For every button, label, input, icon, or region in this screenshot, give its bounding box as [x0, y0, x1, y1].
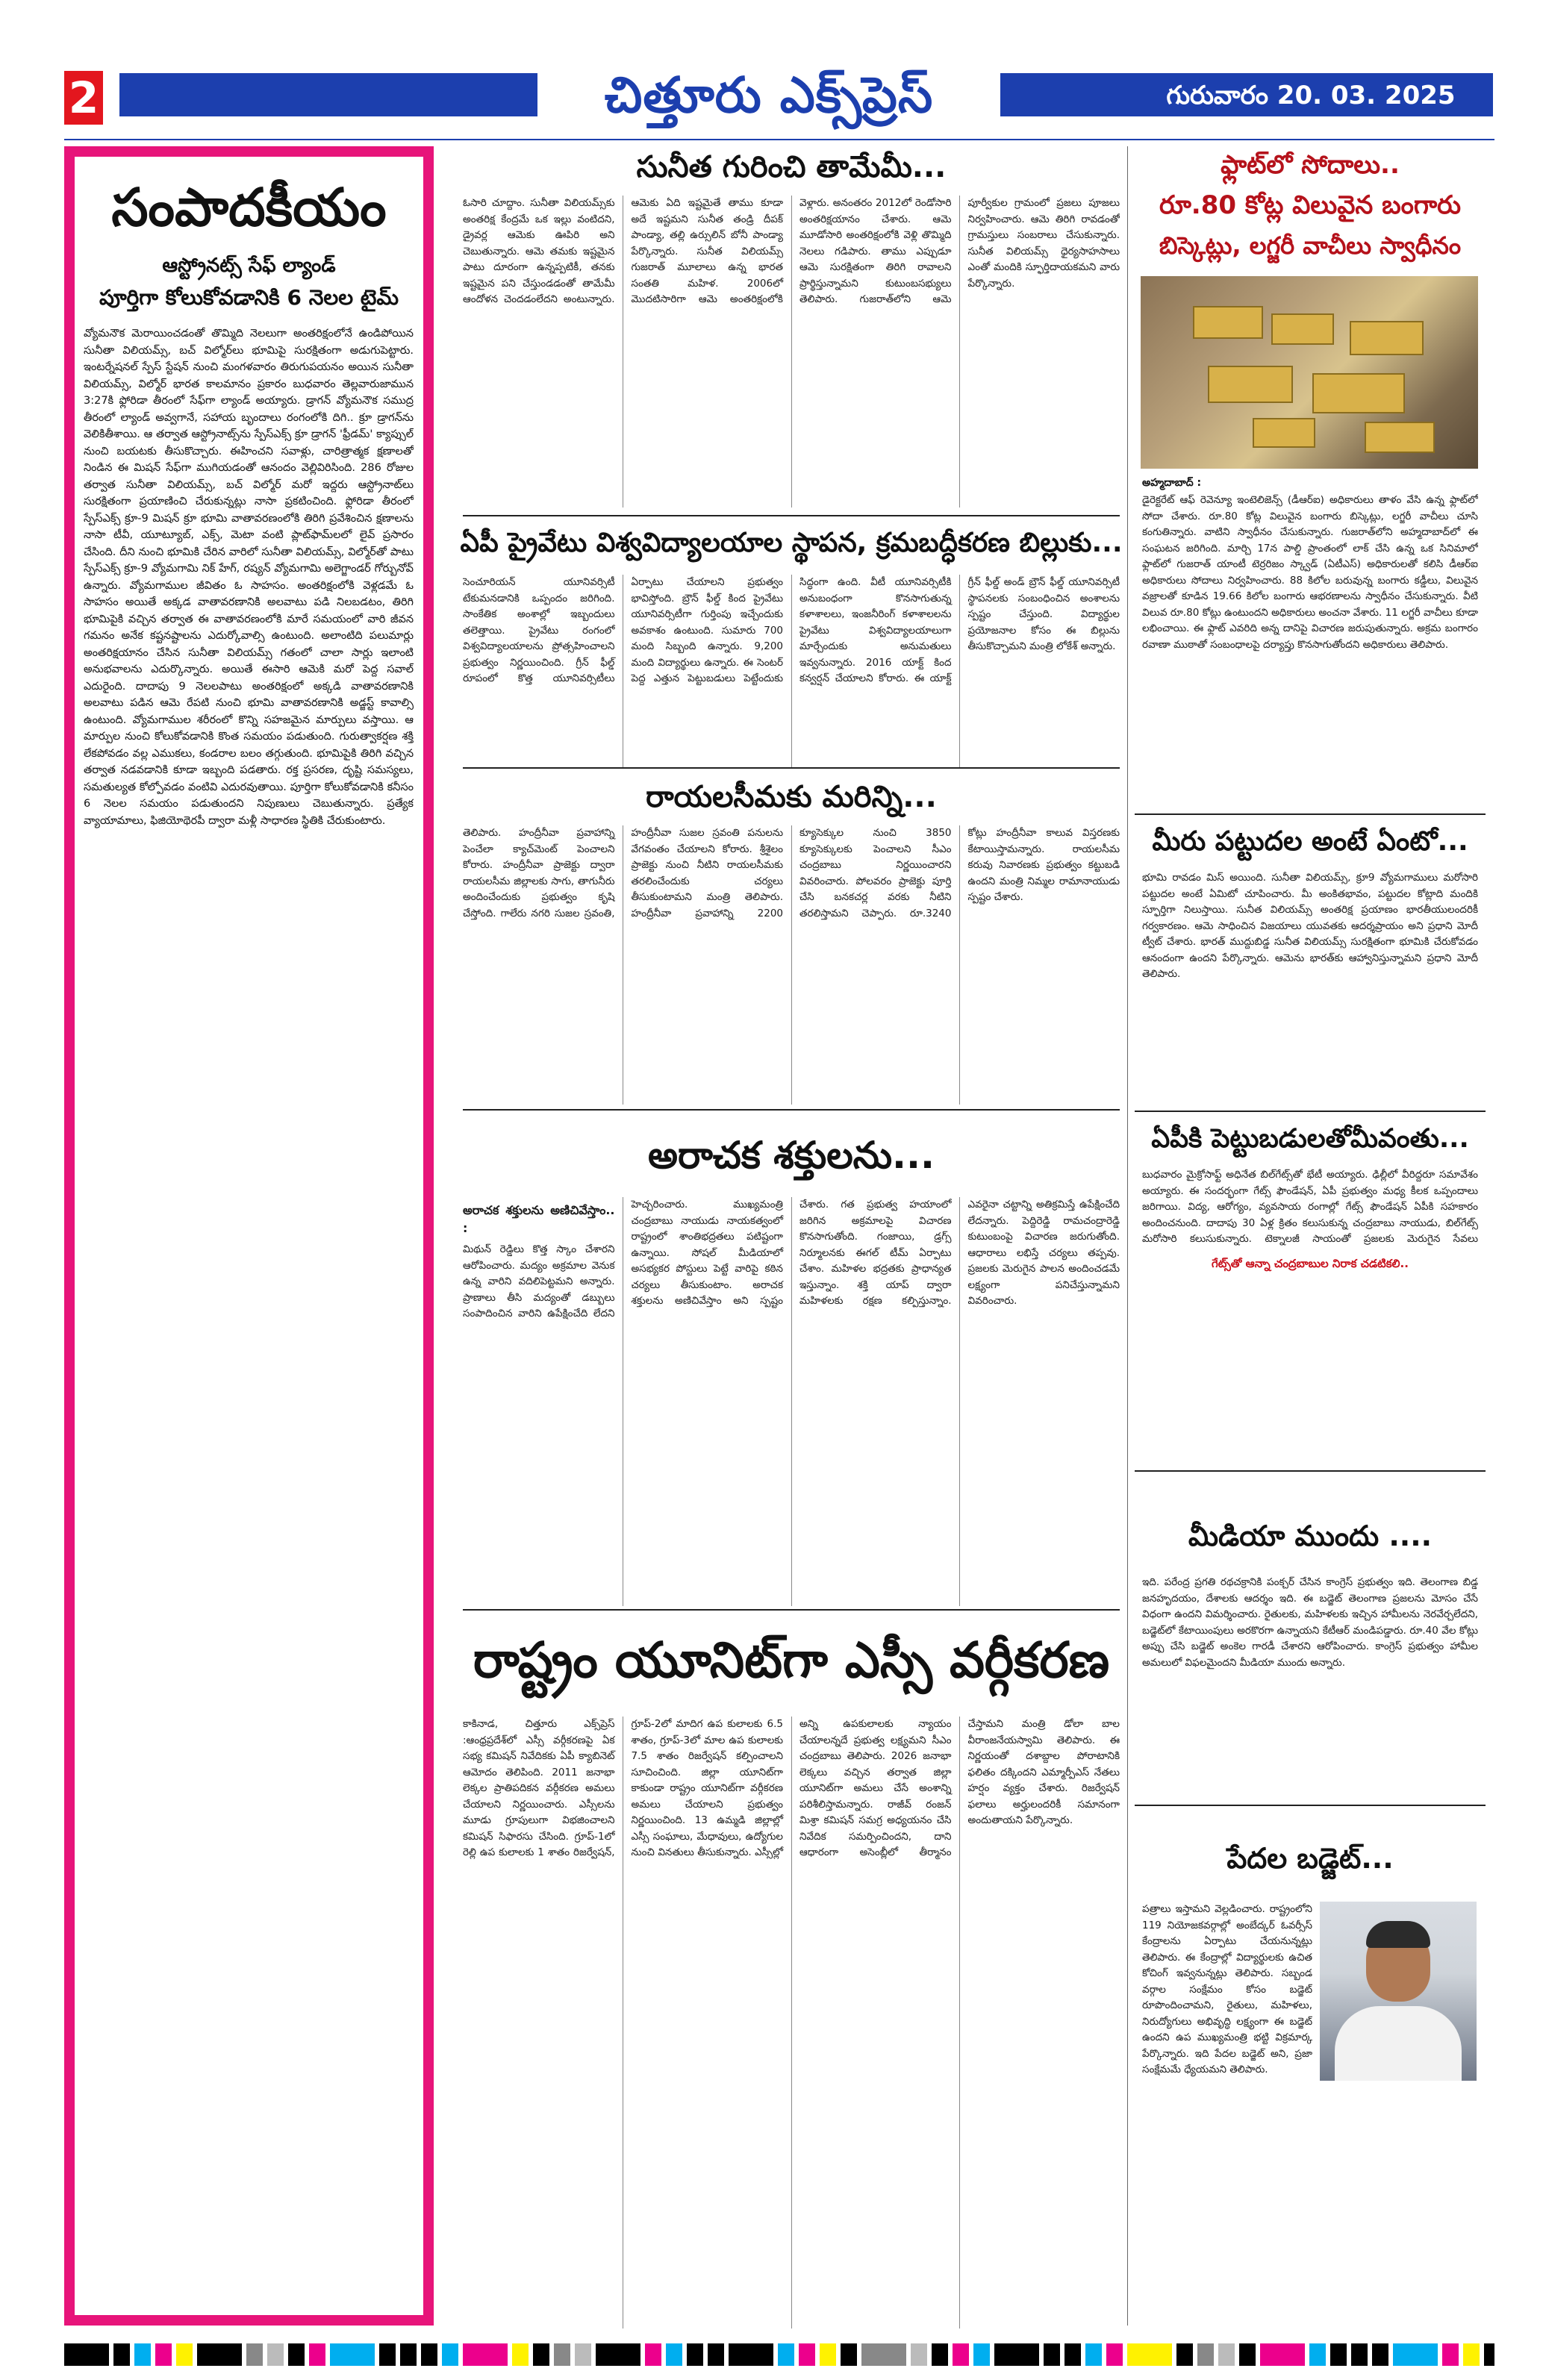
color-bar-segment [134, 2343, 151, 2366]
color-bar-segment [1330, 2343, 1347, 2366]
color-bar-segment [1218, 2343, 1235, 2366]
article-anarchy-body [463, 1197, 1120, 1606]
color-bar-segment [1393, 2343, 1438, 2366]
color-bar-segment [176, 2343, 193, 2366]
article-anarchy-subhead: అరాచక శక్తులను అణిచివేస్తాం.. : [463, 1203, 615, 1235]
color-bar-segment [666, 2343, 682, 2366]
color-bar-segment [1106, 2343, 1123, 2366]
rule [463, 1109, 1120, 1111]
color-bar-segment [330, 2343, 375, 2366]
color-bar-segment [645, 2343, 661, 2366]
color-bar-segment [1239, 2343, 1256, 2366]
article-rayalaseema-headline: రాయలసీమకు మరిన్ని... [646, 780, 937, 814]
color-bar-segment [442, 2343, 458, 2366]
color-bar-segment [64, 2343, 109, 2366]
color-bar-segment [973, 2343, 990, 2366]
color-bar-segment [463, 2343, 508, 2366]
color-bar-segment [1372, 2343, 1388, 2366]
color-bar-segment [1442, 2343, 1459, 2366]
rule [1135, 813, 1486, 815]
poor-budget-headline: పేదల బడ్జెట్... [1226, 1842, 1394, 1875]
color-bar-segment [841, 2343, 857, 2366]
color-bar-segment [911, 2343, 927, 2366]
rule [1135, 1805, 1486, 1806]
color-bar-segment [953, 2343, 969, 2366]
column-divider [1127, 146, 1128, 2326]
article-university-headline: ఏపీ ప్రైవేటు విశ్వవిద్యాలయాల స్థాపన, క్రమబద్ధీకరణ బిల్లుకు... [460, 528, 1123, 558]
color-bar-segment [379, 2343, 396, 2366]
article-sunitha-headline: సునీత గురించి తామేమీ... [636, 150, 947, 184]
ap-investment-body-top: బుధవారం మైక్రోసాఫ్ట్ అధినేత బిల్‌గేట్స్‌తో భేటీ అయ్యారు. ఢిల్లీలో వీరిద్దరూ సమావేశం అయ్యారు. ఈ సందర్భంగా గేట్స్ ఫౌండేషన్, ఏపీ ప్రభుత్వం మధ్య కీలక ఒప్పందాలు జరిగాయి. విద్య, ఆరోగ్యం, వ్యవసాయ రంగాల్లో గేట్స్ ఫౌండేషన్ ఏపీకి సహకారం అందించనుంది. దాదాపు 30 ఏళ్ల క్రితం కలుసుకున్న చంద్రబాబు నాయుడు, బిల్‌గేట్స్ మరోసారి కలుసుకున్నారు. టెక్నాలజీ సాయంతో ప్రజలకు మెరుగైన సేవలు [1142, 1169, 1478, 1245]
editorial-subtitle: ఆస్ట్రోనట్స్ సేఫ్ ల్యాండ్ [162, 254, 336, 277]
color-bar-segment [288, 2343, 305, 2366]
minister-photo [1320, 1902, 1477, 2081]
gold-headline-1: ఫ్లాట్‌లో సోదాలు.. [1221, 150, 1400, 180]
color-bar-segment [1463, 2343, 1480, 2366]
article-rayalaseema-body: తెలిపారు. హంద్రీనీవా ప్రవాహాన్ని పెంచేలా క్యాచ్‌మెంట్ పెంచాలని కోరారు. హంద్రీనీవా ప్రాజెక్టు ద్వారా రాయలసీమ జిల్లాలకు సాగు, తాగునీరు అందించేందుకు ప్రభుత్వం కృషి చేస్తోంది. గాలేరు నగరి సుజల స్రవంతి, హంద్రీనీవా సుజల స్రవంతి పనులను వేగవంతం చేయాలని కోరారు. శ్రీశైలం ప్రాజెక్టు నుంచి నీటిని రాయలసీమకు తరలించేందుకు చర్యలు తీసుకుంటామని మంత్రి తెలిపారు. హంద్రీనీవా ప్రవాహాన్ని 2200 క్యూసెక్కుల నుంచి 3850 క్యూసెక్కులకు పెంచాలని సీఎం చంద్రబాబు నిర్ణయించారని వివరించారు. పోలవరం ప్రాజెక్టు పూర్తి చేసి బనకచర్ల వరకు నీటిని తరలిస్తామని చెప్పారు. రూ.3240 కోట్లు హంద్రీనీవా కాలువ విస్తరణకు కేటాయిస్తామన్నారు. రాయలసీమ కరువు నివారణకు ప్రభుత్వం కట్టుబడి ఉందని మంత్రి నిమ్మల రామానాయుడు స్పష్టం చేశారు. [463, 827, 1120, 919]
color-bar-segment [729, 2343, 773, 2366]
color-bar-segment [267, 2343, 284, 2366]
editorial-headline: పూర్తిగా కోలుకోవడానికి 6 నెలల టైమ్ [99, 285, 399, 310]
ap-investment-highlight: గేట్స్‌తో ఆన్నా చంద్రబాబుల నిరాక చడటికలి.. [1212, 1257, 1409, 1270]
color-bar-segment [421, 2343, 437, 2366]
editorial-title: సంపాదకీయం [111, 176, 387, 238]
gold-seizure-photo [1141, 276, 1478, 469]
color-bar-segment [932, 2343, 948, 2366]
gold-headline-2: రూ.80 కోట్ల విలువైన బంగారు [1159, 190, 1462, 220]
color-bar-segment [155, 2343, 172, 2366]
ap-investment-headline: ఏపీకి పెట్టుబడులతోమీవంతు... [1151, 1124, 1469, 1154]
color-bar-segment [1260, 2343, 1305, 2366]
color-bar-segment [1197, 2343, 1214, 2366]
gold-body: డైరెక్టరేట్ ఆఫ్ రెవెన్యూ ఇంటెలిజెన్స్ (డీఆర్ఐ) అధికారులు తాళం వేసి ఉన్న ఫ్లాట్‌లో సోదా చేశారు. రూ.80 కోట్ల విలువైన బంగారు బిస్కెట్లు, లగ్జరీ వాచీలు చూసి కంగుతిన్నారు. వాటిని స్వాధీనం చేసుకున్నారు. గుజరాత్‌లోని అహ్మదాబాద్‌లో ఈ సంఘటన జరిగింది. మార్చి 17న పాల్డి ప్రాంతంలో లాక్ చేసి ఉన్న ఒక సినిమాలో ఫ్లాట్‌లో గుజరాత్ యాంటీ టెర్రరిజం స్క్వాడ్ (ఏటీఎస్) అధికారులతో కలిసి డీఆర్ఐ అధికారులు సోదాలు నిర్వహించారు. 88 కిలోల బరువున్న బంగారు కడ్డీలు, విలువైన వజ్రాలతో కూడిన 19.66 కిలోల బంగారు ఆభరణాలను స్వాధీనం చేసుకున్నారు. వీటి విలువ రూ.80 కోట్లు ఉంటుందని అధికారులు అంచనా వేశారు. 11 లగ్జరీ వాచీలు కూడా లభించాయి. ఈ ఫ్లాట్ ఎవరిది అన్న దానిపై విచారణ జరుపుతున్నారు. అక్రమ బంగారం రవాణా ముఠాతో సంబంధాలపై దర్యాప్తు కొనసాగుతోందని అధికారులు తెలిపారు. [1142, 494, 1478, 651]
color-bar-segment [1064, 2343, 1081, 2366]
page-number: 2 [64, 71, 103, 125]
color-bar-segment [687, 2343, 703, 2366]
editorial-column [64, 146, 434, 2326]
perseverance-body: భూమి రావడం మిస్ అయింది. సునీతా విలియమ్స్, క్రూ9 వ్యోమగాములు మరోసారి పట్టుదల అంటే ఏమిటో చూపించారు. మీ అంకితభావం, పట్టుదల కోట్లాది మందికి స్ఫూర్తిగా నిలుస్తాయి. సునీత విలియమ్స్ అంతరిక్ష ప్రయాణం భారతీయులందరికీ గర్వకారణం. ఆమె సాధించిన విజయాలు యువతకు ఆదర్శప్రాయం అని ప్రధాని మోదీ ట్వీట్ చేశారు. భారత్ ముద్దుబిడ్డ సునీత విలియమ్స్ సురక్షితంగా భూమికి చేరుకోవడం ఆనందంగా ఉందని పేర్కొన్నారు. ఆమెను భారత్‌కు ఆహ్వానిస్తున్నామని ప్రధాని మోదీ తెలిపారు. [1142, 872, 1478, 980]
color-bar-segment [575, 2343, 591, 2366]
rule [1135, 1470, 1486, 1472]
color-bar-segment [309, 2343, 325, 2366]
article-sunitha-body: ఓసారి చూద్దాం. సునీతా విలియమ్స్‌కు అంతరిక్ష కేంద్రమే ఒక ఇల్లు వంటిదని, డ్రైవర్ల ఆమెకు ఊపిరి అని చెబుతున్నారు. ఆమె తమకు ఇష్టమైన పాటు దూరంగా ఉన్నప్పటికీ, తనకు ఇష్టమైన పని చేస్తుండడంతో తామేమీ ఆందోళన చెందడంలేదని అంటున్నారు. ఆమెకు ఏది ఇష్టమైతే తాము కూడా అదే ఇష్టమని సునీత తండ్రి దీపక్ పాండ్యా, తల్లి ఉర్సులిన్ బోనీ పాండ్యా పేర్కొన్నారు. సునీత విలియమ్స్ గుజరాత్ మూలాలు ఉన్న భారత సంతతి మహిళ. 2006లో మొదటిసారిగా ఆమె అంతరిక్షంలోకి వెళ్లారు. అనంతరం 2012లో రెండోసారి అంతరిక్షయానం చేశారు. ఆమె మూడోసారి అంతరిక్షంలోకి వెళ్లి తొమ్మిది నెలలు గడిపారు. తాము ఎప్పుడూ ఆమె సురక్షితంగా తిరిగి రావాలని ప్రార్థిస్తున్నామని కుటుంబసభ్యులు తెలిపారు. గుజరాత్‌లోని ఆమె పూర్వీకుల గ్రామంలో ప్రజలు పూజలు నిర్వహించారు. ఆమె తిరిగి రావడంతో గ్రామస్తులు సంబరాలు చేసుకున్నారు. సునీత విలియమ్స్ ధైర్యసాహసాలు ఎంతో మందికి స్ఫూర్తిదాయకమని వారు పేర్కొన్నారు. [463, 197, 1120, 305]
color-bar-segment [778, 2343, 794, 2366]
color-bar-segment [1127, 2343, 1172, 2366]
color-bar-segment [1351, 2343, 1368, 2366]
color-bar-segment [820, 2343, 836, 2366]
article-anarchy-wrap [463, 1197, 1120, 1606]
color-bar-segment [533, 2343, 549, 2366]
color-bar-segment [994, 2343, 1039, 2366]
color-bar-segment [799, 2343, 815, 2366]
article-anarchy-text: మిథున్ రెడ్డిలు కొత్త స్కాం చేశారని ఆరోపించారు. మద్యం అక్రమాల వెనుక ఉన్న వారిని వదిలిపెట్టమని అన్నారు. ప్రాణాలు తీసి మద్యంతో డబ్బులు సంపాదించిన వారిని ఉపేక్షించేది లేదని హెచ్చరించారు. ముఖ్యమంత్రి చంద్రబాబు నాయుడు నాయకత్వంలో రాష్ట్రంలో శాంతిభద్రతలు పటిష్టంగా ఉన్నాయి. సోషల్ మీడియాలో అసభ్యకర పోస్టులు పెట్టే వారిపై కఠిన చర్యలు తీసుకుంటాం. అరాచక శక్తులను అణిచివేస్తాం అని స్పష్టం చేశారు. గత ప్రభుత్వ హయాంలో జరిగిన అక్రమాలపై విచారణ కొనసాగుతోంది. గంజాయి, డ్రగ్స్ నిర్మూలనకు ఈగల్ టీమ్ ఏర్పాటు చేశాం. మహిళల భద్రతకు ప్రాధాన్యత ఇస్తున్నాం. శక్తి యాప్ ద్వారా మహిళలకు రక్షణ కల్పిస్తున్నాం. ఎవరైనా చట్టాన్ని అతిక్రమిస్తే ఉపేక్షించేది లేదన్నారు. పెద్దిరెడ్డి రామచంద్రారెడ్డి కుటుంబంపై విచారణ జరుగుతోంది. ఆధారాలు లభిస్తే చర్యలు తప్పవు. ప్రజలకు మెరుగైన పాలన అందించడమే లక్ష్యంగా పనిచేస్తున్నామని వివరించారు. [463, 1199, 1120, 1319]
article-university-body: సెంచూరియన్ యూనివర్సిటీ టేకుమనడానికి ఒప్పందం జరిగింది. సాంకేతిక అంశాల్లో ఇబ్బందులు తలెత్తాయి. ప్రైవేటు రంగంలో విశ్వవిద్యాలయాలను ప్రోత్సహించాలని ప్రభుత్వం నిర్ణయించింది. గ్రీన్ ఫీల్డ్ రూపంలో కొత్త యూనివర్సిటీలు ఏర్పాటు చేయాలని ప్రభుత్వం భావిస్తోంది. బ్రౌన్ ఫీల్డ్ కింద ప్రైవేటు యూనివర్సిటీగా గుర్తింపు ఇచ్చేందుకు అవకాశం ఉంటుంది. సుమారు 700 మంది సిబ్బంది ఉన్నారు. 9,200 మంది విద్యార్థులు ఉన్నారు. ఈ సెంటర్ పెద్ద ఎత్తున పెట్టుబడులు పెట్టేందుకు సిద్ధంగా ఉంది. వీటీ యూనివర్సిటీకి అనుబంధంగా కొనసాగుతున్న కళాశాలలు, ఇంజనీరింగ్ కళాశాలలను ప్రైవేటు విశ్వవిద్యాలయాలుగా మార్చేందుకు అనుమతులు ఇవ్వనున్నారు. 2016 యాక్ట్ కింద కన్వర్షన్ చేయాలని కోరారు. ఈ యాక్ట్ గ్రీన్ ఫీల్డ్ అండ్ బ్రౌన్ ఫీల్డ్ యూనివర్సిటీ స్థాపనలకు సంబంధించిన అంశాలను స్పష్టం చేస్తుంది. విద్యార్థుల ప్రయోజనాల కోసం ఈ బిల్లును తీసుకొచ్చామని మంత్రి లోకేశ్ అన్నారు. [463, 576, 1120, 684]
color-bar-segment [113, 2343, 130, 2366]
color-bar-segment [1044, 2343, 1060, 2366]
color-bar-segment [861, 2343, 906, 2366]
gold-dateline: అహ్మదాబాద్ : [1142, 477, 1202, 489]
header-divider [64, 139, 1494, 140]
article-anarchy-headline: అరాచక శక్తులను... [647, 1134, 935, 1177]
paper-title: చిత్తూరు ఎక్స్‌ప్రెస్ [604, 66, 934, 124]
article-sc-body: కాకినాడ, చిత్తూరు ఎక్స్‌ప్రెస్ :ఆంధ్రప్రదేశ్‌లో ఎస్సీ వర్గీకరణపై ఏక సభ్య కమిషన్ నివేదికకు ఏపీ క్యాబినెట్ ఆమోదం తెలిపింది. 2011 జనాభా లెక్కల ప్రాతిపదికన వర్గీకరణ అమలు చేయాలని నిర్ణయించారు. ఎస్సీలను మూడు గ్రూపులుగా విభజించాలని కమిషన్ సిఫారసు చేసింది. గ్రూప్-1లో రెల్లి ఉప కులాలకు 1 శాతం రిజర్వేషన్, గ్రూప్-2లో మాదిగ ఉప కులాలకు 6.5 శాతం, గ్రూప్-3లో మాల ఉప కులాలకు 7.5 శాతం రిజర్వేషన్ కల్పించాలని సూచించింది. జిల్లా యూనిట్‌గా కాకుండా రాష్ట్రం యూనిట్‌గా వర్గీకరణ అమలు చేయాలని ప్రభుత్వం నిర్ణయించింది. 13 ఉమ్మడి జిల్లాల్లో ఎస్సీ సంఘాలు, మేధావులు, ఉద్యోగుల నుంచి వినతులు తీసుకున్నారు. ఎస్సీల్లో అన్ని ఉపకులాలకు న్యాయం చేయాలన్నదే ప్రభుత్వ లక్ష్యమని సీఎం చంద్రబాబు తెలిపారు. 2026 జనాభా లెక్కలు వచ్చిన తర్వాత జిల్లా యూనిట్‌గా అమలు చేసే అంశాన్ని పరిశీలిస్తామన్నారు. రాజీవ్ రంజన్ మిశ్రా కమిషన్ సమగ్ర అధ్యయనం చేసి నివేదిక సమర్పించిందని, దాని ఆధారంగా అసెంబ్లీలో తీర్మానం చేస్తామని మంత్రి డోలా బాల వీరాంజనేయస్వామి తెలిపారు. ఈ నిర్ణయంతో దశాబ్దాల పోరాటానికి ఫలితం దక్కిందని ఎమ్మార్పీఎస్ నేతలు హర్షం వ్యక్తం చేశారు. రిజర్వేషన్ ఫలాలు అర్హులందరికీ సమానంగా అందుతాయని పేర్కొన్నారు. [463, 1718, 1120, 1858]
color-bar-segment [708, 2343, 724, 2366]
color-bar-segment [1085, 2343, 1102, 2366]
issue-date: గురువారం 20. 03. 2025 [1166, 81, 1456, 110]
color-bar-segment [400, 2343, 417, 2366]
color-bar-segment [596, 2343, 640, 2366]
print-color-bar [64, 2343, 1494, 2366]
media-headline: మీడియా ముందు .... [1188, 1519, 1433, 1552]
rule [463, 1609, 1120, 1611]
editorial-body: వ్యోమనౌక మెరాయించడంతో తొమ్మిది నెలలుగా అంతరిక్షంలోనే ఉండిపోయిన సునీతా విలియమ్స్, బచ్ విల్మోర్‌లు భూమిపై సురక్షితంగా అడుగుపెట్టారు. ఇంటర్నేషనల్ స్పేస్ స్టేషన్ నుంచి మంగళవారం తిరుగుపయనం అయిన సునీతా విలియమ్స్, విల్మోర్ భారత కాలమానం ప్రకారం బుధవారం తెల్లవారుజామున 3:27కి ఫ్లోరిడా తీరంలో సేఫ్‌గా ల్యాండ్ అయ్యారు. డ్రాగన్ వ్యోమనౌక సముద్ర తీరంలో ల్యాండ్ అవ్వగానే, సహాయ బృందాలు రంగంలోకి దిగి.. క్రూ డ్రాగన్‌ను వెలికితీశాయి. ఆ తర్వాత ఆస్ట్రోనాట్స్‌ను స్పేస్‌ఎక్స్ క్రూ డ్రాగన్ 'ఫ్రీడమ్' క్యాప్సుల్ నుంచి బయటకు తీసుకొచ్చారు. ఈహించని సవాళ్లు, చారిత్రాత్మక క్షణాలతో నిండిన ఈ మిషన్ సేఫ్‌గా ముగియడంతో ఆనందం వెల్లివిరిసింది. 286 రోజుల తర్వాత సునీతా విలియమ్స్, బచ్ విల్మోర్ మరో ఇద్దరు ఆస్ట్రోనాట్‌లు సురక్షితంగా ప్రయాణించి చేరుకున్నట్లు నాసా ప్రకటించింది. ఫ్లోరిడా తీరంలో స్పేస్ఎక్స్ క్రూ-9 మిషన్ క్రూ భూమి వాతావరణంలోకి తిరిగి ప్రవేశించిన క్షణాలను నాసా టీవీ, యూట్యూబ్, ఎక్స్, మెటా వంటి ప్లాట్‌ఫామ్‌లలో లైవ్ ప్రసారం చేసింది. దీని నుంచి భూమికి చేరిన వారిలో సునీతా విలియమ్స్, విల్మోర్‌తో పాటు స్పేస్ఎక్స్ క్రూ-9 వ్యోమగామి నిక్ హేగ్, రష్యన్ వ్యోమగామి అలెగ్జాండర్ గోర్బునోవ్ ఉన్నారు. వ్యోమగాముల జీవితం ఓ సాహసం. అంతరిక్షంలోకి వెళ్లడమే ఓ సాహసం అయితే అక్కడ వాతావరణానికి అలవాటు పడి నిలబడటం, తిరిగి భూమిపైకి వచ్చిన తర్వాత ఈ వాతావరణంలోకి మారే సమయంలో వారి జీవన గమనం అనేక కష్టనష్టాలను ఎదుర్కోవాల్సి ఉంటుంది. అలాంటిది పలుమార్లు అంతరిక్షయానం చేసిన సునీతా విలియమ్స్ గతంలో చాలా సార్లు ఇలాంటి అనుభవాలను ఎదుర్కొన్నారు. అయితే ఈసారి ఆమెకి మరో పెద్ద సవాల్ ఎదురైంది. దాదాపు 9 నెలలపాటు అంతరిక్షంలో అక్కడి వాతావరణానికి అలవాటు పడిన ఆమె రేపటి నుంచి భూమి వాతావరణానికి అడ్జస్ట్ కావాల్సి ఉంటుంది. వ్యోమగాముల శరీరంలో కొన్ని సహజమైన మార్పులు వస్తాయి. ఆ మార్పుల నుంచి కోలుకోవడానికి కొంత సమయం పడుతుంది. గురుత్వాకర్షణ శక్తి లేకపోవడం వల్ల ఎముకలు, కండరాల బలం తగ్గుతుంది. భూమిపైకి తిరిగి వచ్చిన తర్వాత నడవడానికి కూడా ఇబ్బంది పడతారు. రక్త ప్రసరణ, దృష్టి సమస్యలు, సమతుల్యత కోల్పోవడం వంటివి ఎదురవుతాయి. పూర్తిగా కోలుకోవడానికి కనీసం 6 నెలల సమయం పడుతుందని నిపుణులు చెబుతున్నారు. ప్రత్యేక వ్యాయామాలు, ఫిజియోథెరపీ ద్వారా మళ్లీ సాధారణ స్థితికి చేరుకుంటారు. [84, 328, 414, 827]
poor-budget-body: పత్రాలు ఇస్తామని వెల్లడించారు. రాష్ట్రంలోని 119 నియోజకవర్గాల్లో అంబేద్కర్ ఓవర్సీస్ కేంద్రాలను ఏర్పాటు చేయనున్నట్లు తెలిపారు. ఈ కేంద్రాల్లో విద్యార్థులకు ఉచిత కోచింగ్ ఇవ్వనున్నట్లు తెలిపారు. సబ్బండ వర్గాల సంక్షేమం కోసం బడ్జెట్ రూపొందించామని, రైతులు, మహిళలు, నిరుద్యోగులు అభివృద్ధి లక్ష్యంగా ఈ బడ్జెట్ ఉందని ఉప ముఖ్యమంత్రి భట్టి విక్రమార్క పేర్కొన్నారు. ఇది పేదల బడ్జెట్ అని, ప్రజా సంక్షేమమే ధ్యేయమని తెలిపారు. [1142, 1903, 1312, 2076]
rule [1135, 1111, 1486, 1112]
color-bar-segment [246, 2343, 263, 2366]
gold-headline-3: బిస్కెట్లు, లగ్జరీ వాచీలు స్వాధీనం [1159, 231, 1462, 260]
color-bar-segment [197, 2343, 242, 2366]
color-bar-segment [1484, 2343, 1494, 2366]
color-bar-segment [512, 2343, 529, 2366]
color-bar-segment [554, 2343, 570, 2366]
color-bar-segment [1176, 2343, 1193, 2366]
article-sc-headline: రాష్ట్రం యూనిట్‌గా ఎస్సీ వర్గీకరణ [473, 1631, 1110, 1689]
rule [463, 515, 1120, 516]
perseverance-headline: మీరు పట్టుదల అంటే ఏంటో... [1152, 826, 1468, 857]
media-body: ఇది. పరేంద్ర ప్రగతి రథచక్రానికి పంక్చర్ చేసిన కాంగ్రెస్ ప్రభుత్వం ఇది. తెలంగాణ బిడ్డ జనహృదయం, దేశాలకు ఆదర్శం ఇది. ఈ బడ్జెట్ తెలంగాణ ప్రజలను మోసం చేసే విధంగా ఉందని విమర్శించారు. రైతులకు, మహిళలకు ఇచ్చిన హామీలను నెరవేర్చలేదని, బడ్జెట్‌లో కేటాయింపులు అరకొరగా ఉన్నాయని కేటీఆర్ మండిపడ్డారు. రూ.40 వేల కోట్లు అప్పు చేసి బడ్జెట్ అంకెల గారడీ చేశారని ఆరోపించారు. కాంగ్రెస్ ప్రభుత్వం హామీల అమలులో విఫలమైందని మీడియా ముందు అన్నారు. [1142, 1576, 1478, 1669]
color-bar-segment [1309, 2343, 1326, 2366]
rule [463, 767, 1120, 769]
